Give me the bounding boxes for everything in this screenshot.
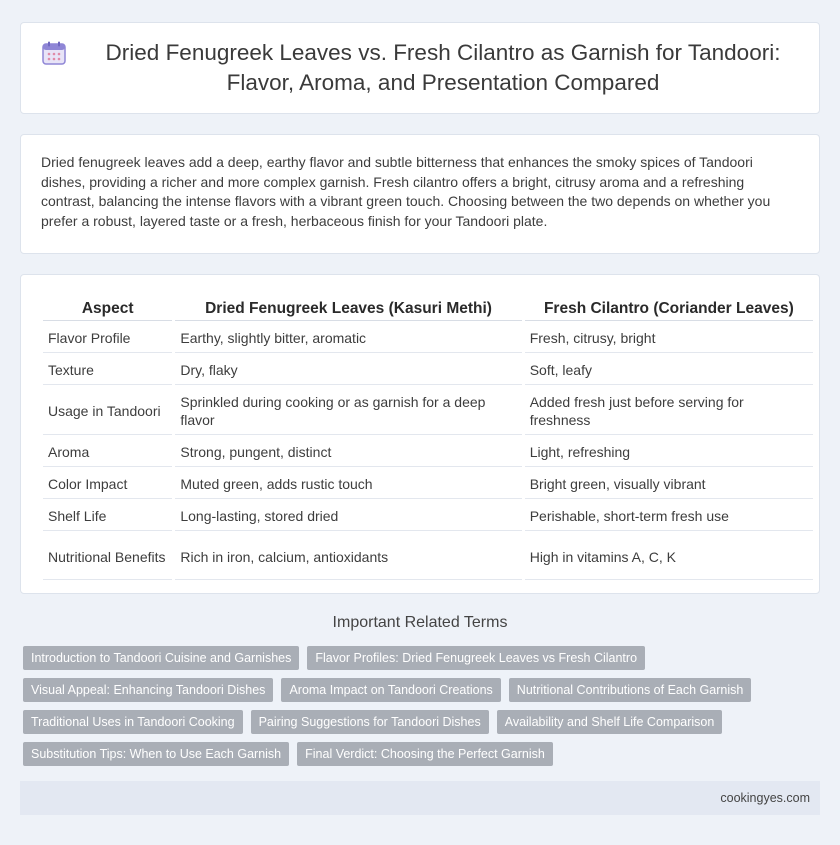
table-row xyxy=(43,438,813,467)
table-header-row xyxy=(43,296,813,321)
footer xyxy=(20,781,820,815)
table-row xyxy=(43,534,813,580)
table-cell: Perishable, short-term fresh use xyxy=(525,502,813,531)
title-card xyxy=(20,22,820,114)
table-row xyxy=(43,388,813,435)
table-cell: Earthy, slightly bitter, aromatic xyxy=(175,324,521,353)
table-cell: Nutritional Benefits xyxy=(43,534,172,580)
site-name[interactable]: cookingyes.com xyxy=(720,791,810,805)
table-cell: Sprinkled during cooking or as garnish for a deep flavor xyxy=(175,388,521,435)
header-aspect: Aspect xyxy=(43,296,172,321)
intro-paragraph: Dried fenugreek leaves add a deep, earthy flavor and subtle bitterness that enhances the smoky spices of Tandoori dishes, providing a richer and more complex garnish. Fresh cilantro offers a bright, citrusy aroma and a refreshing contrast, balancing the intense flavors with a vibrant green touch. Choosing between the two depends on whether you prefer a robust, layered taste or a fresh, herbaceous finish for your Tandoori plate. xyxy=(41,154,771,229)
tag-row xyxy=(23,742,823,766)
related-term-tag[interactable]: Pairing Suggestions for Tandoori Dishes xyxy=(251,710,489,734)
table-row xyxy=(43,356,813,385)
table-cell: Texture xyxy=(43,356,172,385)
table-cell: Usage in Tandoori xyxy=(43,388,172,435)
table-cell: Rich in iron, calcium, antioxidants xyxy=(175,534,521,580)
related-terms-title: Important Related Terms xyxy=(332,614,508,631)
table-cell: Color Impact xyxy=(43,470,172,499)
table-row xyxy=(43,470,813,499)
comparison-card xyxy=(20,274,820,594)
page-title: Dried Fenugreek Leaves vs. Fresh Cilantro as Garnish for Tandoori: Flavor, Aroma, and Presentation Compared xyxy=(105,40,781,95)
table-cell: Flavor Profile xyxy=(43,324,172,353)
related-term-tag[interactable]: Final Verdict: Choosing the Perfect Garnish xyxy=(297,742,553,766)
table-cell: Soft, leafy xyxy=(525,356,813,385)
table-row xyxy=(43,502,813,531)
table-cell: Fresh, citrusy, bright xyxy=(525,324,813,353)
related-term-tag[interactable]: Substitution Tips: When to Use Each Garnish xyxy=(23,742,289,766)
tag-row xyxy=(23,646,823,670)
table-cell: Long-lasting, stored dried xyxy=(175,502,521,531)
related-term-tag[interactable]: Nutritional Contributions of Each Garnish xyxy=(509,678,752,702)
intro-card xyxy=(20,134,820,254)
related-term-tag[interactable]: Aroma Impact on Tandoori Creations xyxy=(281,678,500,702)
related-term-tag[interactable]: Flavor Profiles: Dried Fenugreek Leaves vs Fresh Cilantro xyxy=(307,646,645,670)
related-term-tag[interactable]: Visual Appeal: Enhancing Tandoori Dishes xyxy=(23,678,273,702)
table-cell: Added fresh just before serving for freshness xyxy=(525,388,813,435)
table-cell: Shelf Life xyxy=(43,502,172,531)
table-cell: Muted green, adds rustic touch xyxy=(175,470,521,499)
header-fenugreek: Dried Fenugreek Leaves (Kasuri Methi) xyxy=(175,296,521,321)
table-cell: Light, refreshing xyxy=(525,438,813,467)
related-term-tag[interactable]: Traditional Uses in Tandoori Cooking xyxy=(23,710,243,734)
table-cell: Aroma xyxy=(43,438,172,467)
related-terms-list xyxy=(23,646,823,774)
tag-row xyxy=(23,678,823,702)
table-cell: High in vitamins A, C, K xyxy=(525,534,813,580)
table-cell: Dry, flaky xyxy=(175,356,521,385)
comparison-table xyxy=(40,293,816,583)
table-row xyxy=(43,324,813,353)
tag-row xyxy=(23,710,823,734)
related-term-tag[interactable]: Availability and Shelf Life Comparison xyxy=(497,710,723,734)
related-term-tag[interactable]: Introduction to Tandoori Cuisine and Garnishes xyxy=(23,646,299,670)
calendar-icon xyxy=(41,40,67,66)
header-cilantro: Fresh Cilantro (Coriander Leaves) xyxy=(525,296,813,321)
table-cell: Strong, pungent, distinct xyxy=(175,438,521,467)
table-cell: Bright green, visually vibrant xyxy=(525,470,813,499)
